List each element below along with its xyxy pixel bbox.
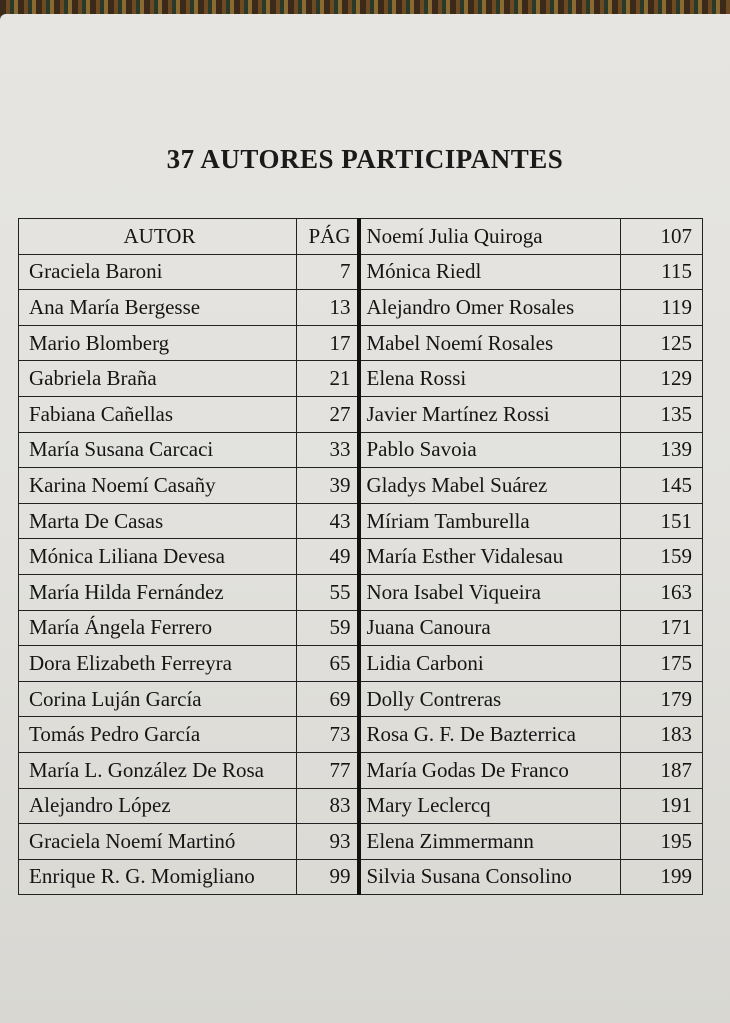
table-row bbox=[19, 396, 703, 432]
author-name: Javier Martínez Rossi bbox=[359, 396, 621, 432]
author-name: María L. González De Rosa bbox=[19, 752, 297, 788]
author-name: Noemí Julia Quiroga bbox=[359, 219, 621, 255]
author-page: 99 bbox=[297, 859, 359, 895]
authors-table bbox=[18, 218, 703, 895]
author-name: Ana María Bergesse bbox=[19, 290, 297, 326]
pag-header: PÁG bbox=[297, 219, 359, 255]
author-page: 187 bbox=[621, 752, 703, 788]
author-name: Silvia Susana Consolino bbox=[359, 859, 621, 895]
author-name: Gladys Mabel Suárez bbox=[359, 468, 621, 504]
author-page: 83 bbox=[297, 788, 359, 824]
author-name: María Hilda Fernández bbox=[19, 574, 297, 610]
author-name: Mabel Noemí Rosales bbox=[359, 325, 621, 361]
author-page: 21 bbox=[297, 361, 359, 397]
table-row bbox=[19, 325, 703, 361]
author-name: María Ángela Ferrero bbox=[19, 610, 297, 646]
table-row bbox=[19, 539, 703, 575]
authors-table-body bbox=[19, 219, 703, 895]
author-page: 159 bbox=[621, 539, 703, 575]
author-page: 69 bbox=[297, 681, 359, 717]
author-page: 59 bbox=[297, 610, 359, 646]
author-page: 135 bbox=[621, 396, 703, 432]
author-page: 129 bbox=[621, 361, 703, 397]
author-name: Karina Noemí Casañy bbox=[19, 468, 297, 504]
author-page: 73 bbox=[297, 717, 359, 753]
table-row bbox=[19, 859, 703, 895]
table-row bbox=[19, 788, 703, 824]
author-name: Alejandro López bbox=[19, 788, 297, 824]
page-title: 37 AUTORES PARTICIPANTES bbox=[166, 144, 564, 174]
author-page: 191 bbox=[621, 788, 703, 824]
table-row bbox=[19, 574, 703, 610]
author-name: Mónica Liliana Devesa bbox=[19, 539, 297, 575]
author-name: María Godas De Franco bbox=[359, 752, 621, 788]
table-row bbox=[19, 717, 703, 753]
author-name: Graciela Noemí Martinó bbox=[19, 824, 297, 860]
author-name: Míriam Tamburella bbox=[359, 503, 621, 539]
author-name: Rosa G. F. De Bazterrica bbox=[359, 717, 621, 753]
table-row bbox=[19, 824, 703, 860]
table-row bbox=[19, 752, 703, 788]
table-row bbox=[19, 681, 703, 717]
author-page: 7 bbox=[297, 254, 359, 290]
author-name: Lidia Carboni bbox=[359, 646, 621, 682]
author-name: Mario Blomberg bbox=[19, 325, 297, 361]
author-page: 65 bbox=[297, 646, 359, 682]
table-row bbox=[19, 219, 703, 255]
author-name: Fabiana Cañellas bbox=[19, 396, 297, 432]
author-page: 55 bbox=[297, 574, 359, 610]
author-name: Pablo Savoia bbox=[359, 432, 621, 468]
author-page: 13 bbox=[297, 290, 359, 326]
author-page: 175 bbox=[621, 646, 703, 682]
author-name: Mary Leclercq bbox=[359, 788, 621, 824]
author-name: Elena Rossi bbox=[359, 361, 621, 397]
author-name: Enrique R. G. Momigliano bbox=[19, 859, 297, 895]
author-page: 115 bbox=[621, 254, 703, 290]
author-page: 195 bbox=[621, 824, 703, 860]
author-page: 49 bbox=[297, 539, 359, 575]
author-page: 93 bbox=[297, 824, 359, 860]
author-name: Dolly Contreras bbox=[359, 681, 621, 717]
table-row bbox=[19, 468, 703, 504]
author-page: 179 bbox=[621, 681, 703, 717]
author-name: Mónica Riedl bbox=[359, 254, 621, 290]
table-row bbox=[19, 290, 703, 326]
author-page: 145 bbox=[621, 468, 703, 504]
author-name: Corina Luján García bbox=[19, 681, 297, 717]
author-page: 183 bbox=[621, 717, 703, 753]
author-page: 163 bbox=[621, 574, 703, 610]
author-name: María Susana Carcaci bbox=[19, 432, 297, 468]
table-row bbox=[19, 254, 703, 290]
author-page: 171 bbox=[621, 610, 703, 646]
autor-header: AUTOR bbox=[19, 219, 297, 255]
author-name: María Esther Vidalesau bbox=[359, 539, 621, 575]
author-page: 119 bbox=[621, 290, 703, 326]
author-name: Dora Elizabeth Ferreyra bbox=[19, 646, 297, 682]
author-page: 139 bbox=[621, 432, 703, 468]
author-name: Tomás Pedro García bbox=[19, 717, 297, 753]
author-name: Elena Zimmermann bbox=[359, 824, 621, 860]
author-page: 77 bbox=[297, 752, 359, 788]
author-name: Nora Isabel Viqueira bbox=[359, 574, 621, 610]
table-row bbox=[19, 361, 703, 397]
author-name: Graciela Baroni bbox=[19, 254, 297, 290]
author-page: 151 bbox=[621, 503, 703, 539]
author-name: Alejandro Omer Rosales bbox=[359, 290, 621, 326]
author-page: 27 bbox=[297, 396, 359, 432]
table-row bbox=[19, 646, 703, 682]
author-page: 199 bbox=[621, 859, 703, 895]
table-row bbox=[19, 503, 703, 539]
author-page: 33 bbox=[297, 432, 359, 468]
author-page: 17 bbox=[297, 325, 359, 361]
author-name: Gabriela Braña bbox=[19, 361, 297, 397]
author-name: Juana Canoura bbox=[359, 610, 621, 646]
table-row bbox=[19, 610, 703, 646]
table-row bbox=[19, 432, 703, 468]
author-page: 125 bbox=[621, 325, 703, 361]
author-page: 107 bbox=[621, 219, 703, 255]
author-page: 43 bbox=[297, 503, 359, 539]
author-page: 39 bbox=[297, 468, 359, 504]
author-name: Marta De Casas bbox=[19, 503, 297, 539]
